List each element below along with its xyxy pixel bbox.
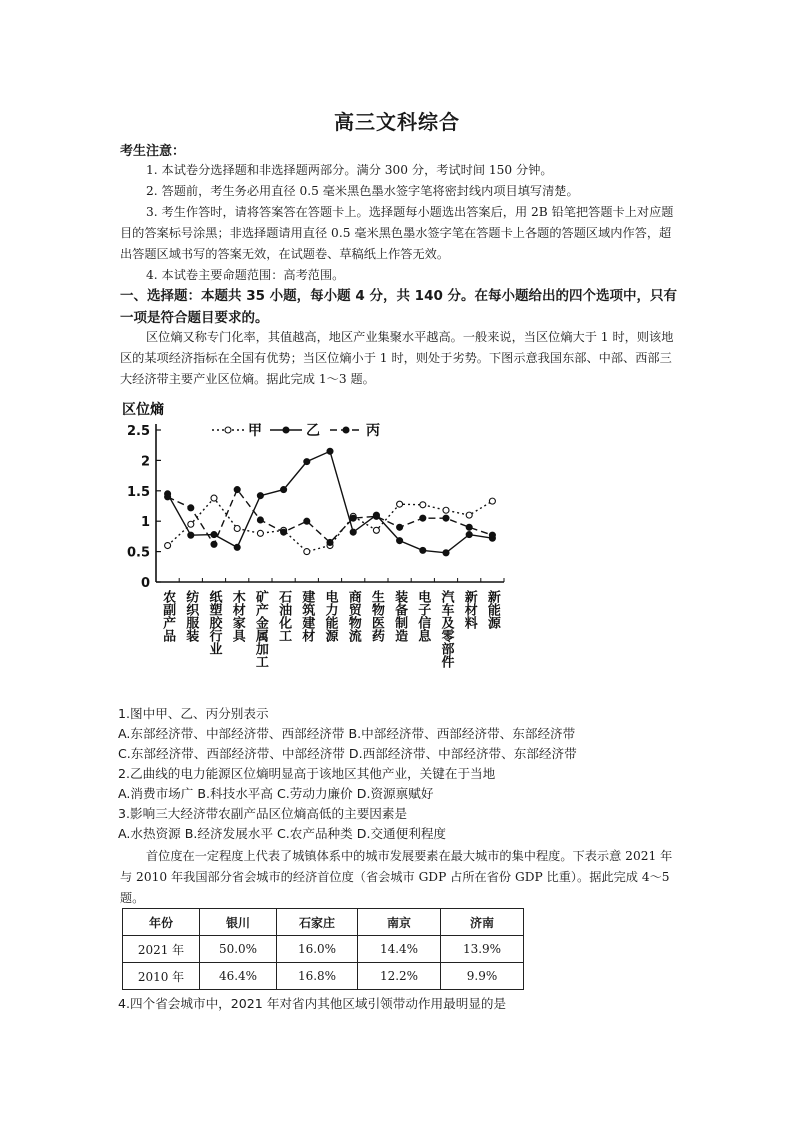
table-cell: 46.4%: [200, 963, 277, 990]
question-1-options-ab: A.东部经济带、中部经济带、西部经济带 B.中部经济带、西部经济带、东部经济带: [118, 726, 576, 741]
legend-marker: [283, 427, 289, 433]
table-row: [123, 963, 524, 990]
x-tick-label: 农副产品: [160, 590, 176, 642]
table-cell: 2010 年: [123, 963, 200, 990]
table-header: 南京: [358, 909, 441, 936]
section-heading: 一、选择题：本题共 35 小题，每小题 4 分，共 140 分。在每小题给出的四个选项中，只有一项是符合题目要求的。: [120, 288, 678, 326]
data-point: [397, 538, 403, 544]
x-tick-label: 汽车及零部件: [438, 590, 454, 668]
data-point: [257, 530, 263, 536]
notice-item-3: 3. 考生作答时，请将答案答在答题卡上。选择题每小题选出答案后，用 2B 铅笔把答题卡上对应题目的答案标号涂黑；非选择题请用直径 0.5 毫米黑色墨水签字笔在答题卡上各题的答题区域内作答，超出答题区域书写的答案无效，在试题卷、草稿纸上作答无效。: [120, 205, 674, 261]
data-point: [304, 549, 310, 555]
data-point: [420, 547, 426, 553]
data-point: [420, 515, 426, 521]
table-header: 银川: [200, 909, 277, 936]
data-point: [489, 532, 495, 538]
y-axis-label: 区位熵: [122, 402, 164, 418]
page-title: 高三文科综合: [334, 110, 460, 134]
section-intro: 区位熵又称专门化率，其值越高，地区产业集聚水平越高。一般来说，当区位熵大于 1 时，则该地区的某项经济指标在全国有优势；当区位熵小于 1 时，则处于劣势。下图示意我国东部、中部、西部三大经济带主要产业区位熵。据此完成 1～3 题。: [120, 330, 674, 386]
table-cell: 2021 年: [123, 936, 200, 963]
notice-heading: 考生注意：: [120, 144, 186, 159]
notice-item-2: 2. 答题前，考生务必用直径 0.5 毫米黑色墨水签字笔将密封线内项目填写清楚。: [146, 184, 579, 198]
y-tick-label: 1.5: [126, 484, 150, 500]
y-tick-label: 2: [140, 454, 150, 470]
data-point: [373, 527, 379, 533]
data-point: [350, 529, 356, 535]
primacy-table: [122, 908, 524, 990]
question-4-stem: 4.四个省会城市中，2021 年对省内其他区域引领带动作用最明显的是: [118, 996, 507, 1011]
x-tick-label: 木材家具: [229, 590, 245, 642]
table-cell: 14.4%: [358, 936, 441, 963]
table-row: [123, 936, 524, 963]
question-2-stem: 2.乙曲线的电力能源区位熵明显高于该地区其他产业，关键在于当地: [118, 766, 496, 781]
data-point: [443, 550, 449, 556]
legend-label: 丙: [366, 423, 380, 439]
data-point: [188, 532, 194, 538]
data-point: [165, 494, 171, 500]
x-tick-label: 建筑建材: [299, 590, 315, 642]
x-tick-label: 纸塑胶行业: [206, 590, 222, 655]
data-point: [466, 524, 472, 530]
y-tick-label: 0: [140, 576, 150, 591]
x-tick-label: 新材料: [461, 590, 477, 629]
data-point: [165, 543, 171, 549]
data-point: [443, 515, 449, 521]
table-header: 济南: [441, 909, 524, 936]
y-tick-label: 0.5: [126, 545, 150, 561]
x-tick-label: 矿产金属加工: [252, 590, 268, 668]
x-tick-label: 新能源: [484, 590, 500, 629]
question-1-stem: 1.图中甲、乙、丙分别表示: [118, 706, 269, 721]
legend-marker: [225, 427, 231, 433]
table-cell: 12.2%: [358, 963, 441, 990]
x-tick-label: 商贸物流: [345, 590, 361, 642]
table-cell: 13.9%: [441, 936, 524, 963]
data-point: [466, 512, 472, 518]
data-point: [397, 524, 403, 530]
table-header-row: [123, 909, 524, 936]
legend-marker: [343, 427, 349, 433]
legend-label: 甲: [248, 423, 262, 439]
data-point: [466, 532, 472, 538]
x-tick-label: 石油化工: [276, 590, 292, 642]
data-point: [257, 493, 263, 499]
question-1-options-cd: C.东部经济带、西部经济带、中部经济带 D.西部经济带、中部经济带、东部经济带: [118, 746, 577, 761]
x-tick-label: 电力能源: [322, 590, 338, 642]
table-cell: 9.9%: [441, 963, 524, 990]
data-point: [304, 518, 310, 524]
section-2-intro: 首位度在一定程度上代表了城镇体系中的城市发展要素在最大城市的集中程度。下表示意 2021 年与 2010 年我国部分省会城市的经济首位度（省会城市 GDP 占所在省份 GDP 比重）。据此完成 4～5 题。: [120, 849, 673, 905]
notice-item-1: 1. 本试卷分选择题和非选择题两部分。满分 300 分，考试时间 150 分钟。: [146, 163, 553, 177]
location-quotient-chart: [120, 398, 515, 698]
data-point: [188, 505, 194, 511]
table-cell: 50.0%: [200, 936, 277, 963]
data-point: [420, 502, 426, 508]
data-point: [304, 459, 310, 465]
data-point: [397, 501, 403, 507]
data-point: [234, 544, 240, 550]
data-point: [281, 529, 287, 535]
data-point: [489, 498, 495, 504]
data-point: [327, 539, 333, 545]
x-tick-label: 纺织服装: [183, 590, 199, 642]
legend-label: 乙: [306, 423, 320, 439]
data-point: [188, 521, 194, 527]
table-header: 石家庄: [277, 909, 358, 936]
data-point: [373, 513, 379, 519]
question-3-options: A.水热资源 B.经济发展水平 C.农产品种类 D.交通便利程度: [118, 826, 447, 841]
x-tick-label: 装备制造: [392, 590, 408, 642]
y-tick-label: 2.5: [126, 424, 150, 439]
x-tick-label: 生物医药: [368, 590, 384, 642]
notice-item-4: 4. 本试卷主要命题范围：高考范围。: [146, 268, 345, 282]
data-point: [211, 541, 217, 547]
question-3-stem: 3.影响三大经济带农副产品区位熵高低的主要因素是: [118, 806, 408, 821]
table-cell: 16.8%: [277, 963, 358, 990]
x-tick-label: 电子信息: [415, 590, 431, 642]
data-point: [211, 532, 217, 538]
data-point: [257, 517, 263, 523]
data-point: [443, 507, 449, 513]
data-point: [211, 495, 217, 501]
question-2-options: A.消费市场广 B.科技水平高 C.劳动力廉价 D.资源禀赋好: [118, 786, 434, 801]
data-point: [281, 487, 287, 493]
table-header: 年份: [123, 909, 200, 936]
y-tick-label: 1: [140, 515, 150, 531]
table-cell: 16.0%: [277, 936, 358, 963]
data-point: [234, 487, 240, 493]
data-point: [350, 515, 356, 521]
data-point: [234, 525, 240, 531]
data-point: [327, 448, 333, 454]
